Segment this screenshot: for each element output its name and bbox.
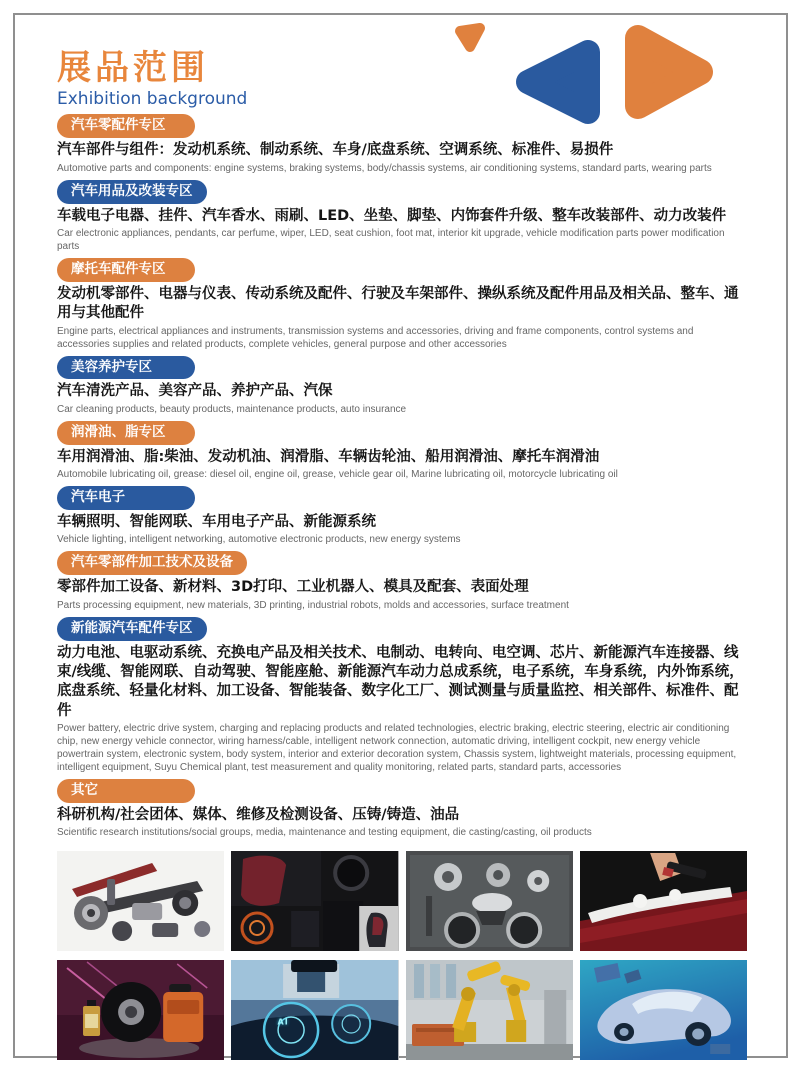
section-items-en: Engine parts, electrical appliances and instruments, transmission systems and accessories, driving and frame components, control systems and accessories supplies and related products, complete vehicles, general purpose and other accessories bbox=[57, 325, 694, 350]
section-items-cn: 车载电子电器、挂件、汽车香水、雨刷、LED、坐垫、脚垫、内饰套件升级、整车改装部件、动力改装件 bbox=[57, 207, 727, 224]
section-badge: 汽车电子 bbox=[57, 486, 195, 510]
automotive-spare-parts-photo bbox=[57, 851, 224, 951]
car-wash-detailing-photo bbox=[580, 851, 747, 951]
section-new-energy-parts bbox=[57, 617, 747, 775]
section-lubricants bbox=[57, 421, 747, 481]
page-subtitle: Exhibition background bbox=[57, 89, 248, 110]
section-others bbox=[57, 779, 747, 839]
section-badge: 摩托车配件专区 bbox=[57, 258, 195, 282]
section-items-cn: 动力电池、电驱动系统、充换电产品及相关技术、电制动、电转向、电空调、芯片、新能源汽车连接器、线束/线缆、智能网联、自动驾驶、智能座舱、新能源汽车动力总成系统，电子系统，车身系统，内外饰系统，底盘系统、轻量化材料、加工设备、智能装备、数字化工厂、测试测量与质量监控、相关部件、标准件、配件 bbox=[57, 644, 744, 719]
robot-assembly-line-photo bbox=[406, 960, 573, 1060]
section-auto-electronics bbox=[57, 486, 747, 546]
section-items-cn: 零部件加工设备、新材料、3D打印、工业机器人、模具及配套、表面处理 bbox=[57, 579, 529, 596]
section-items-en: Car cleaning products, beauty products, maintenance products, auto insurance bbox=[57, 403, 407, 415]
section-badge: 润滑油、脂专区 bbox=[57, 421, 195, 445]
section-items-cn: 发动机零部件、电器与仪表、传动系统及配件、行驶及车架部件、操纵系统及配件用品及相关品、整车、通用与其他配件 bbox=[57, 285, 739, 322]
pressure-washer-tire-oil-photo bbox=[57, 960, 224, 1060]
section-auto-parts bbox=[57, 114, 747, 174]
section-badge: 汽车用品及改装专区 bbox=[57, 180, 207, 204]
section-items-en: Vehicle lighting, intelligent networking, automotive electronic products, new energy systems bbox=[57, 534, 461, 546]
section-badge: 美容养护专区 bbox=[57, 356, 195, 380]
hud-ai-label: AI bbox=[277, 1017, 289, 1027]
car-interior-seats-photo bbox=[231, 851, 398, 951]
section-items-en: Automobile lubricating oil, grease: diesel oil, engine oil, grease, vehicle gear oil, Marine lubricating oil, motorcycle lubricating oil bbox=[57, 469, 618, 481]
blue-car-3d-render-photo bbox=[580, 960, 747, 1060]
section-items-en: Automotive parts and components: engine systems, braking systems, body/chassis systems, air conditioning systems, standard parts, wearing parts bbox=[57, 162, 712, 174]
section-items-en: Car electronic appliances, pendants, car perfume, wiper, LED, seat cushion, foot mat, interior kit upgrade, vehicle modification parts power modification parts bbox=[57, 227, 725, 252]
section-items-en: Power battery, electric drive system, charging and replacing products and related technologies, electric braking, electric steering, electric air conditioning chip, new energy vehicle connector, wiring harness/cable, intelligent network connection, automatic driving, intelligent cockpit, new energy vehicle powertrain system, electronic system, body system, interior and exterior decoration system, Chassis system, lightweight materials, processing equipment, intelligent equipment, Suyu Chemical plant, test measurement and quality monitoring, related parts, standard parts, accessories bbox=[57, 723, 737, 774]
ai-driving-cockpit-photo bbox=[231, 960, 398, 1060]
section-motorcycle-parts bbox=[57, 258, 747, 351]
section-processing-equipment bbox=[57, 551, 747, 611]
section-items-cn: 车用润滑油、脂:柴油、发动机油、润滑脂、车辆齿轮油、船用润滑油、摩托车润滑油 bbox=[57, 448, 600, 465]
section-accessories-modification bbox=[57, 180, 747, 253]
page-title: 展品范围 bbox=[57, 48, 209, 88]
section-items-cn: 汽车清洗产品、美容产品、养护产品、汽保 bbox=[57, 383, 333, 400]
section-badge: 新能源汽车配件专区 bbox=[57, 617, 207, 641]
section-items-cn: 汽车部件与组件：发动机系统、制动系统、车身/底盘系统、空调系统、标准件、易损件 bbox=[57, 142, 614, 159]
section-items-en: Parts processing equipment, new materials, 3D printing, industrial robots, molds and accessories, surface treatment bbox=[57, 599, 569, 611]
section-badge: 其它 bbox=[57, 779, 195, 803]
section-items-cn: 车辆照明、智能网联、车用电子产品、新能源系统 bbox=[57, 513, 376, 530]
motorcycle-parts-wall-photo bbox=[406, 851, 573, 951]
main-content bbox=[57, 50, 747, 1060]
section-items-cn: 科研机构/社会团体、媒体、维修及检测设备、压铸/铸造、油品 bbox=[57, 807, 460, 824]
section-beauty-care bbox=[57, 356, 747, 416]
section-badge: 汽车零配件专区 bbox=[57, 114, 195, 138]
section-badge: 汽车零部件加工技术及设备 bbox=[57, 551, 247, 575]
section-items-en: Scientific research institutions/social groups, media, maintenance and testing equipment, die casting/casting, oil products bbox=[57, 827, 592, 839]
photo-gallery bbox=[57, 851, 747, 1060]
